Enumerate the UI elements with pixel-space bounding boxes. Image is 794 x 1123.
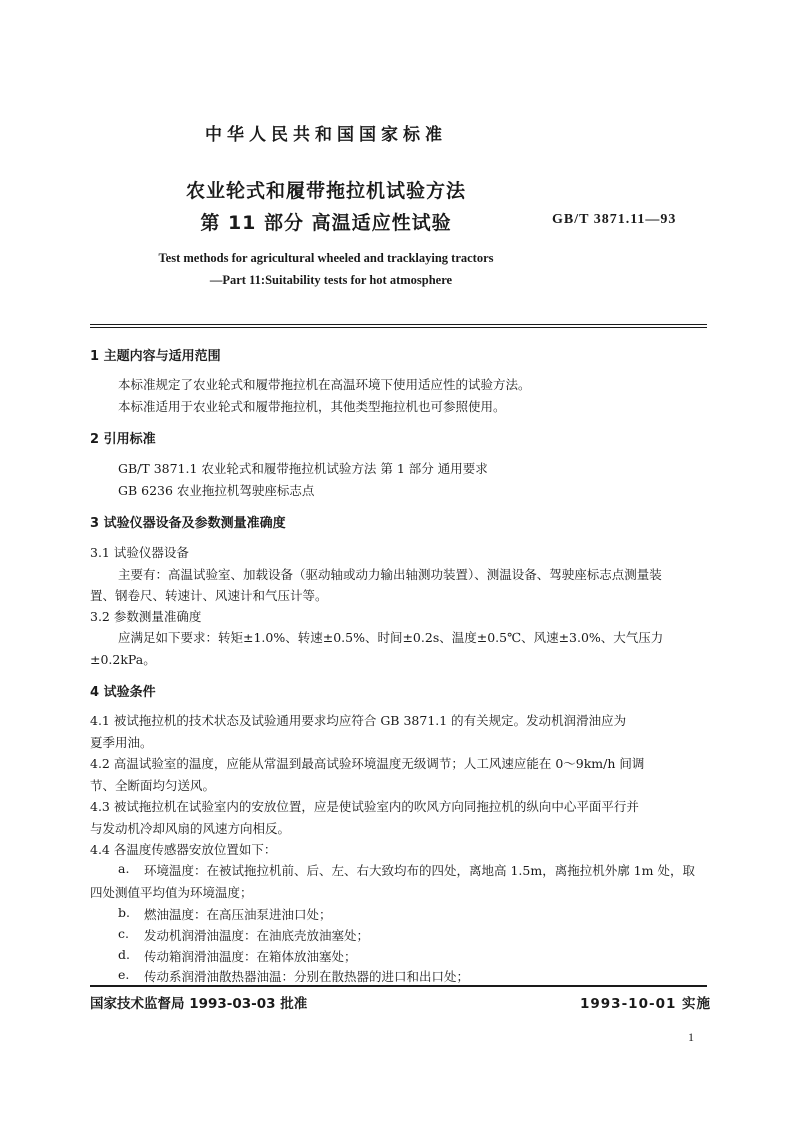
list-item-a-line-1: 环境温度：在被试拖拉机前、后、左、右大致均布的四处，离地高 1.5m，离拖拉机外廓 1m 处，取 [144, 863, 695, 878]
section-4-3-line-2: 与发动机冷却风扇的风速方向相反。 [90, 821, 291, 836]
section-3-1-heading: 3.1 试验仪器设备 [90, 545, 189, 560]
section-3-2-line-1: 应满足如下要求：转矩±1.0%、转速±0.5%、时间±0.2s、温度±0.5℃、风速±3.0%、大气压力 [118, 630, 664, 645]
list-item-label: c. [118, 926, 129, 941]
section-4-1-line-1: 4.1 被试拖拉机的技术状态及试验通用要求均应符合 GB 3871.1 的有关规定。发动机润滑油应为 [90, 713, 627, 728]
section-4-1-line-2: 夏季用油。 [90, 735, 153, 750]
list-item-label: e. [118, 967, 130, 982]
section-3-1-line-1: 主要有：高温试验室、加载设备（驱动轴或动力输出轴测功装置）、测温设备、驾驶座标志点测量装 [118, 567, 662, 582]
section-4-2-line-2: 节、全断面均匀送风。 [90, 778, 216, 793]
reference-gb6236: GB 6236 农业拖拉机驾驶座标志点 [118, 483, 315, 498]
section-1-heading: 1 主题内容与适用范围 [90, 349, 221, 364]
section-1-paragraph-2: 本标准适用于农业轮式和履带拖拉机，其他类型拖拉机也可参照使用。 [118, 399, 506, 414]
section-3-heading: 3 试验仪器设备及参数测量准确度 [90, 516, 286, 531]
list-item-c: 发动机润滑油温度：在油底壳放油塞处； [144, 928, 370, 943]
section-3-1-line-2: 置、钢卷尺、转速计、风速计和气压计等。 [90, 588, 328, 603]
effective-date: 1993-10-01 实施 [580, 996, 712, 1012]
standard-title-en-line2: —Part 11:Suitability tests for hot atmosphere [209, 273, 453, 287]
list-item-d: 传动箱润滑油温度：在箱体放油塞处； [144, 949, 357, 964]
list-item-b: 燃油温度：在高压油泵进油口处； [144, 907, 332, 922]
list-item-label: a. [118, 861, 130, 876]
list-item-label: d. [118, 947, 130, 962]
list-item-e: 传动系润滑油散热器油温：分别在散热器的进口和出口处； [144, 969, 470, 984]
page-number: 1 [688, 1030, 694, 1044]
section-3-2-heading: 3.2 参数测量准确度 [90, 609, 202, 624]
standard-title-zh-line2: 第 11 部分 高温适应性试验 [200, 212, 452, 234]
list-item-label: b. [118, 905, 130, 920]
standard-code: GB/T 3871.11—93 [552, 212, 677, 227]
section-3-2-line-2: ±0.2kPa。 [90, 652, 156, 667]
section-2-heading: 2 引用标准 [90, 432, 156, 447]
section-4-3-line-1: 4.3 被试拖拉机在试验室内的安放位置，应是使试验室内的吹风方向同拖拉机的纵向中心平面平行并 [90, 799, 639, 814]
section-4-4-heading: 4.4 各温度传感器安放位置如下： [90, 842, 277, 857]
national-standard-title: 中华人民共和国国家标准 [205, 125, 447, 145]
approval-statement: 国家技术监督局 1993-03-03 批准 [90, 996, 308, 1012]
reference-gb3871-1: GB/T 3871.1 农业轮式和履带拖拉机试验方法 第 1 部分 通用要求 [118, 461, 488, 476]
section-4-2-line-1: 4.2 高温试验室的温度，应能从常温到最高试验环境温度无级调节；人工风速应能在 0～9km/h 间调 [90, 756, 645, 771]
standard-title-zh-line1: 农业轮式和履带拖拉机试验方法 [185, 180, 466, 202]
footer-divider [90, 985, 707, 987]
header-divider [90, 324, 707, 325]
list-item-a-line-2: 四处测值平均值为环境温度； [90, 885, 253, 900]
section-4-heading: 4 试验条件 [90, 685, 156, 700]
header-divider-secondary [90, 327, 707, 328]
section-1-paragraph-1: 本标准规定了农业轮式和履带拖拉机在高温环境下使用适应性的试验方法。 [118, 377, 531, 392]
standard-title-en-line1: Test methods for agricultural wheeled and tracklaying tractors [158, 251, 494, 265]
